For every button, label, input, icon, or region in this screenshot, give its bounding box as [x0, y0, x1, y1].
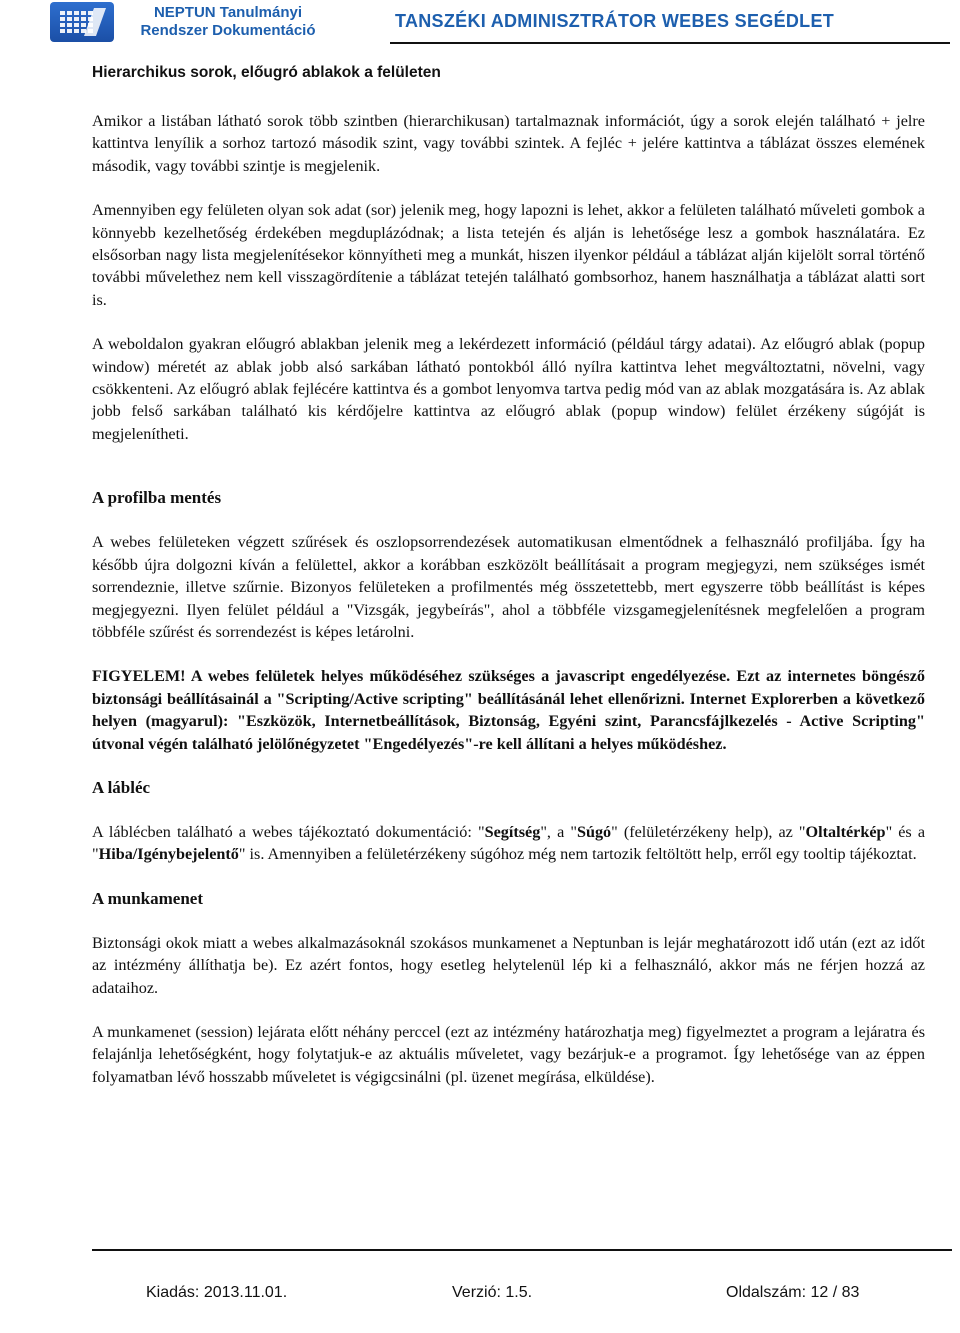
context-help-term: Súgó: [576, 822, 612, 841]
paragraph: [92, 821, 925, 866]
text-run: " is. Amennyiben a felületérzékeny súgóhoz még nem tartozik feltöltött help, erről egy tooltip tájékoztat.: [238, 845, 917, 864]
text-run: A láblécben található a webes tájékoztató dokumentáció: ": [92, 822, 485, 841]
paragraph: Biztonsági okok miatt a webes alkalmazásoknál szokásos munkamenet a Neptunban is lejár meghatározott idő után (ezt az időt az intézmény állíthatja be). Ez azért fontos, hogy esetleg helytelenül lép ki a felhasználó, akkor más ne férjen hozzá az adataihoz.: [92, 933, 925, 997]
paragraph: Amennyiben egy felületen olyan sok adat (sor) jelenik meg, hogy lapozni is lehet, akkor a felületen található műveleti gombok a könnyebb kezelhetőség érdekében megduplázódnak; a lista tetején és alján is lehetősége lesz a gombok használatára. Ez elsősorban nagy lista megjelenítésekor könnyítheti meg a munkát, hiszen ilyenkor például a táblázat alján kijelölt sorral történő további művelethez nem kell visszagördítenie a táblázat tetején található gombsorhoz, hanem használhatja a táblázat alatti sort is.: [92, 201, 925, 309]
page-footer: [0, 1284, 960, 1308]
paragraph: A webes felületeken végzett szűrések és oszlopsorrendezések automatikusan elmentődnek a felhasználó profiljába. Így ha később újra dolgozni kíván a felülettel, akkor a korábban eszközölt beállításait a program megjegyzi, nem szükséges ismét sorrendeznie, illetve szűrnie. Bizonyos felületeken a profilmentés még összetettebb, mert egyszerre több beállítást is képes megjegyezni. Ilyen felület például a "Vizsgák, jegybeírás", ahol a többféle vizsgamegjelenítésnek megfelelően a program többféle szűrést és sorrendezést is képes letárolni.: [92, 533, 925, 641]
bug-report-term: Hiba/Igénybejelentő: [98, 845, 239, 864]
section-title-session: A munkamenet: [92, 888, 203, 908]
section-title-profile: A profilba mentés: [92, 488, 222, 508]
page-content: [92, 62, 925, 1088]
section-title-hierarchical: Hierarchikus sorok, előugró ablakok a felületen: [92, 64, 441, 81]
paragraph: A munkamenet (session) lejárata előtt néhány perccel (ezt az intézmény határozhatja meg) figyelmeztet a program a lejáratra és felajánlja lehetőségként, hogy folytatjuk-e az aktuális műveletet, vagy bezárjuk-e a programot. Így lehetősége van az éppen folyamatban lévő hosszabb műveletet is végigcsinálni (pl. üzenet megírása, elküldése).: [92, 1022, 925, 1086]
header-line-2: Rendszer Dokumentáció: [140, 22, 316, 39]
text-run: ", a ": [540, 822, 577, 841]
sitemap-term: Oltaltérkép: [805, 822, 886, 841]
paragraph: A weboldalon gyakran előugró ablakban jelenik meg a lekérdezett információ (például tárgy adatai). Az előugró ablak (popup window) méretét az ablak jobb alsó sarkában látható pontokból álló nyílra kattintva lehet megváltoztatni, növelni, vagy csökkenteni. Az előugró ablak fejlécére kattintva és a gombot lenyomva tartva pedig mód van az ablak mozgatására is. Az ablak jobb felső sarkában található kis kérdőjelre kattintva az előugró ablak (popup window) felület érzékeny súgóját is megjelenítheti.: [92, 335, 925, 443]
text-run: " (felületérzékeny help), az ": [611, 822, 806, 841]
header-divider: [390, 42, 950, 44]
header-section-title: TANSZÉKI ADMINISZTRÁTOR WEBES SEGÉDLET: [395, 11, 835, 31]
page-header: [0, 0, 960, 48]
paragraph: Amikor a listában látható sorok több szintben (hierarchikusan) tartalmaznak információt, úgy a sorok elején található + jelre kattintva lenyílik a sorhoz tartozó második szint, vagy további szintek. A fejléc + jelére kattintva a táblázat összes elemének második, vagy további szintje is megjelenik.: [92, 112, 925, 175]
footer-divider: [92, 1249, 952, 1251]
footer-page-number: Oldalszám: 12 / 83: [726, 1284, 860, 1301]
footer-release: Kiadás: 2013.11.01.: [146, 1284, 288, 1301]
text-run: " és a ": [92, 822, 926, 864]
footer-version: Verzió: 1.5.: [452, 1284, 533, 1301]
help-term: Segítség: [484, 822, 541, 841]
neptun-logo-icon: [50, 2, 114, 42]
header-doc-title: [118, 4, 338, 40]
warning-paragraph: FIGYELEM! A webes felületek helyes működéséhez szükséges a javascript engedélyezése. Ezt az internetes böngésző biztonsági beállításainál a "Scripting/Active scripting" beállításánál lehet ellenőrizni. Internet Explorerben a következő helyen (magyarul): "Eszközök, Internetbeállítások, Biztonság, Egyéni szint, Parancsfájlkezelés - Active Scripting" útvonal végén található jelölőnégyzetet "Engedélyezés"-re kell állítani a helyes működéshez.: [92, 667, 925, 753]
header-line-1: NEPTUN Tanulmányi: [153, 4, 303, 21]
section-title-footer: A lábléc: [92, 777, 151, 797]
